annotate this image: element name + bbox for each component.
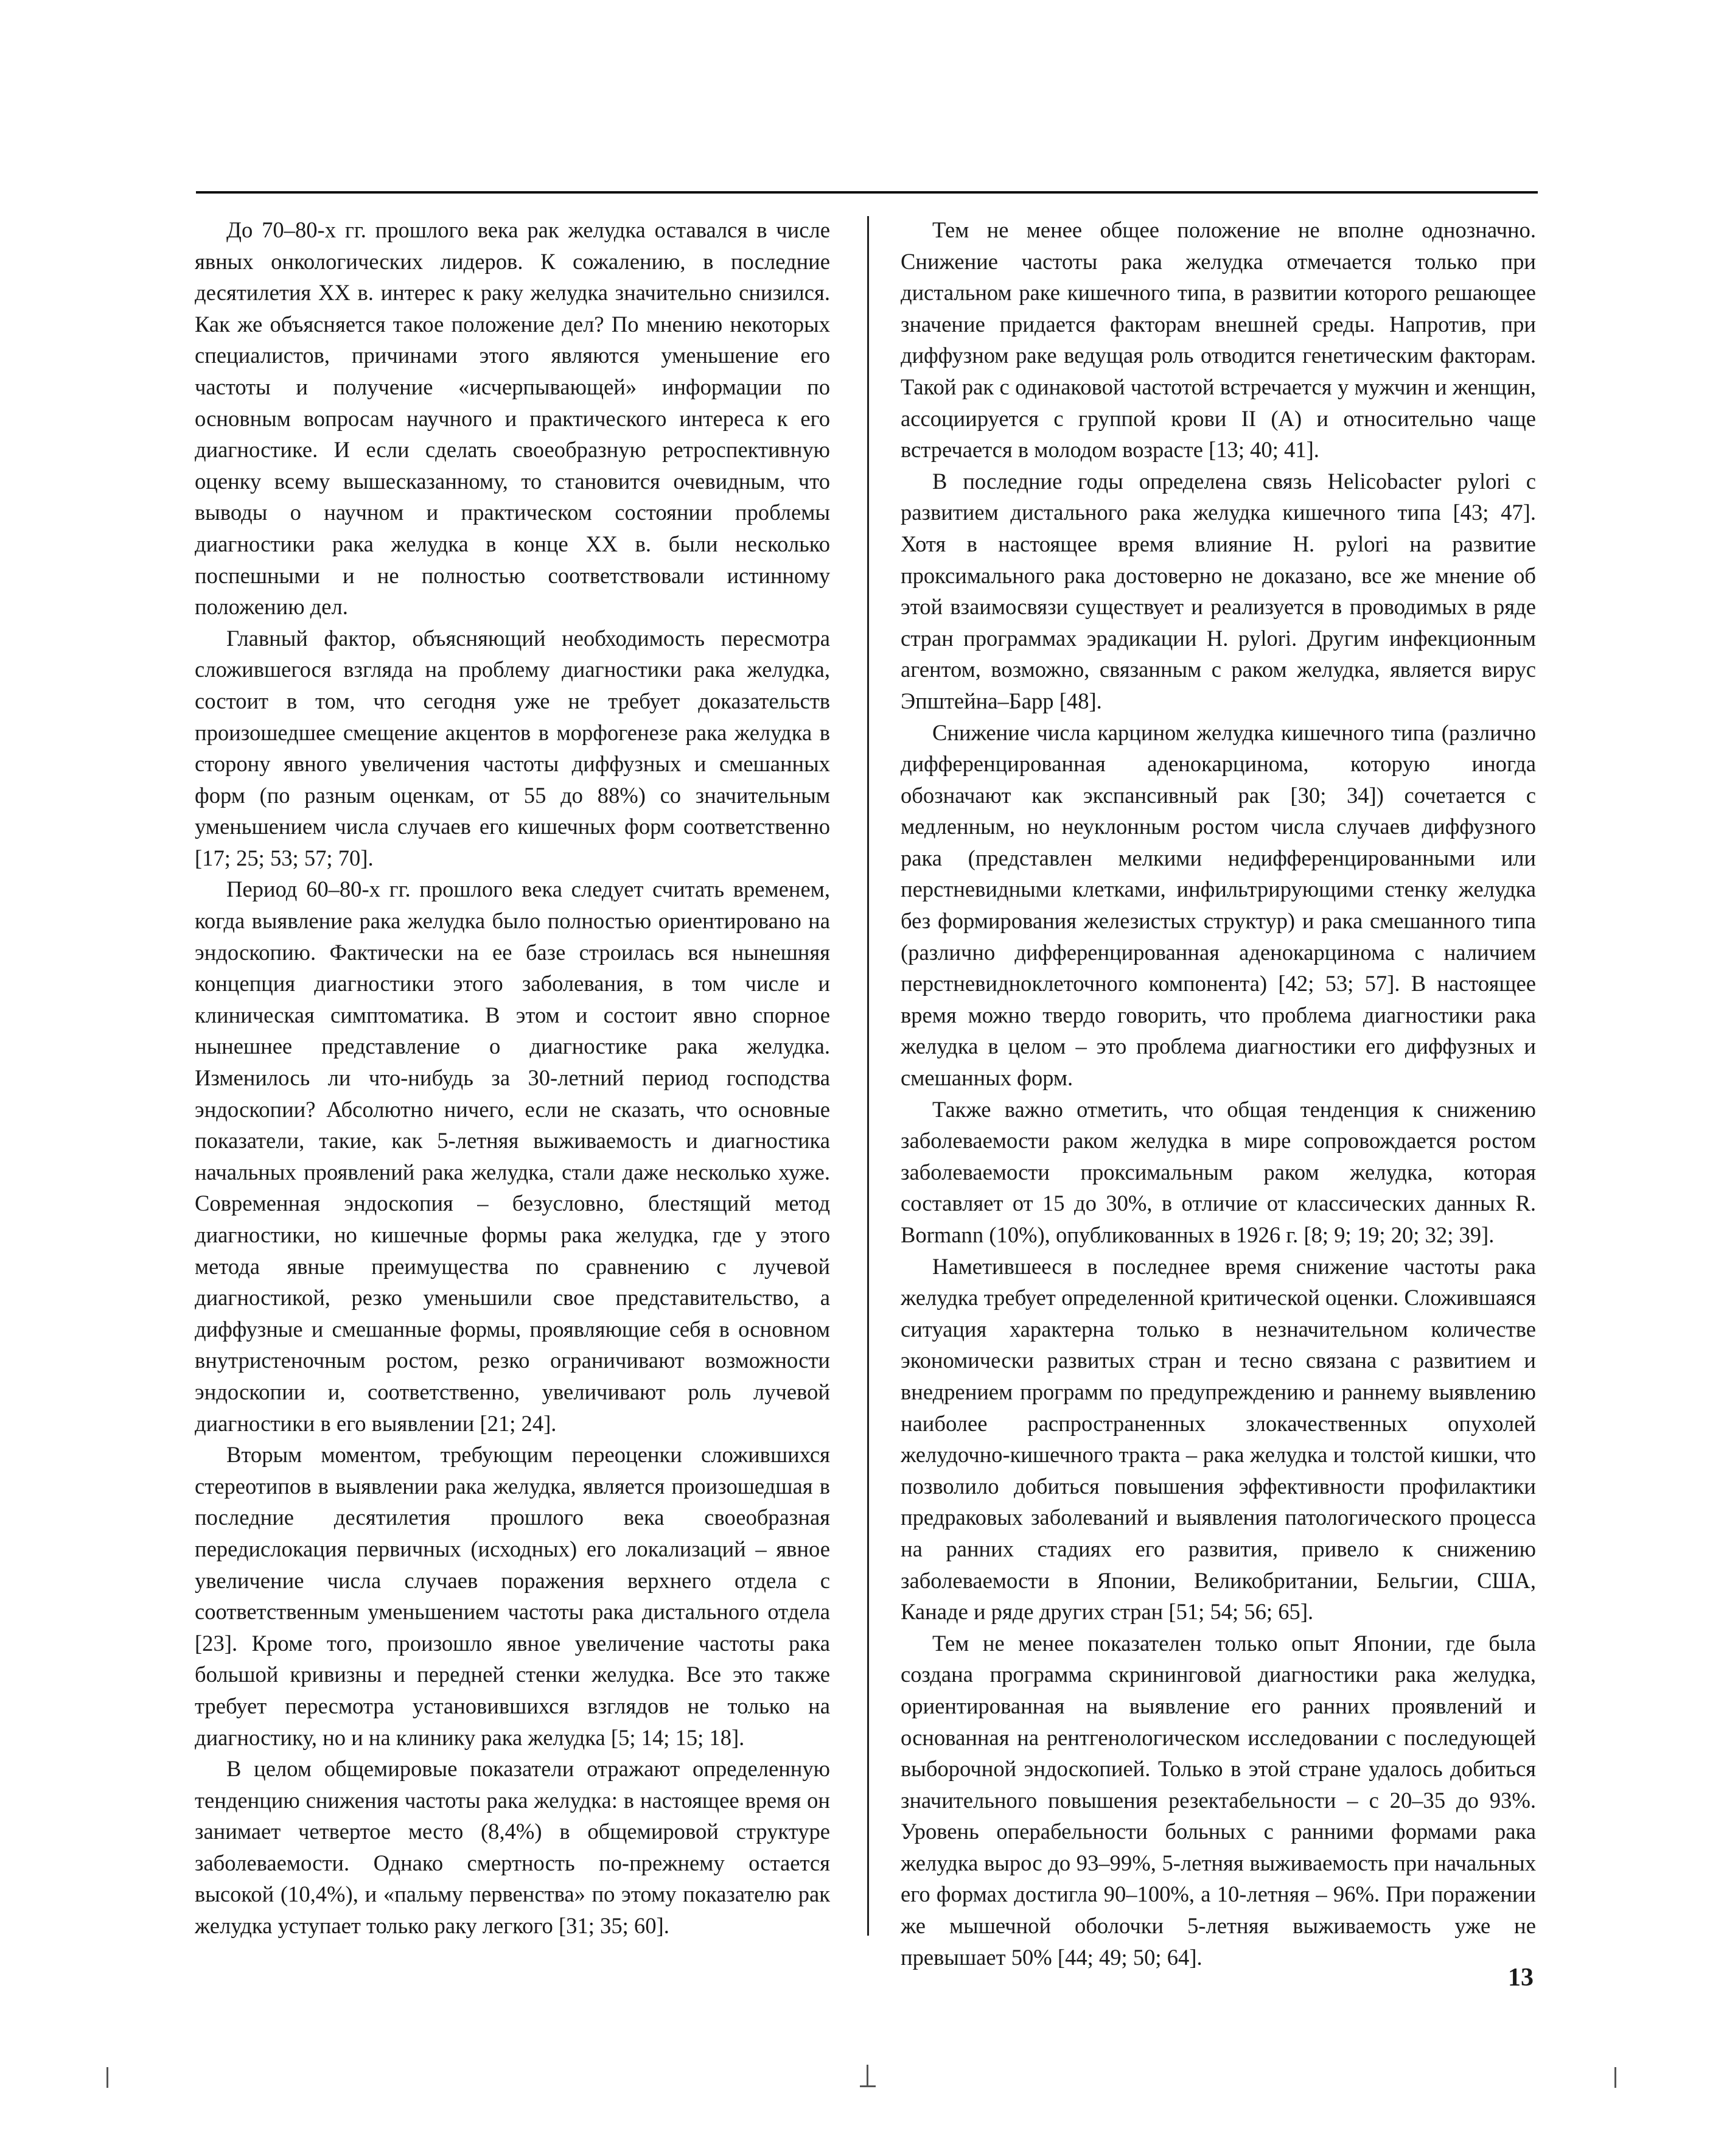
crop-mark-center [860,2065,876,2088]
paragraph: Тем не менее показателен только опыт Японии, где была создана программа скрининговой диагностики рака желудка, ориентированная на выявление его ранних проявлений и основанная на рентгенологическом исследовании с последующей выборочной эндоскопией. Только в этой стране удалось добиться значительного повышения резектабельности – с 20–35 до 93%. Уровень операбельности больных с ранними формами рака желудка вырос до 93–99%, 5-летняя выживаемость при начальных его формах достигла 90–100%, а 10-летняя – 96%. При поражении же мышечной оболочки 5-летняя выживаемость уже не превышает 50% [44; 49; 50; 64]. [901,1630,1536,1970]
paragraph: Снижение числа карцином желудка кишечного типа (различно дифференцированная аденокарцинома, которую иногда обозначают как экспансивный рак [30; 34]) сочетается с медленным, но неуклонным ростом числа случаев диффузного рака (представлен мелкими недифференцированными или перстневидными клетками, инфильтрирующими стенку желудка без формирования железистых структур) и рака смешанного типа (различно дифференцированная аденокарцинома с наличием перстневидноклеточного компонента) [42; 53; 57]. В настоящее время можно твердо говорить, что проблема диагностики рака желудка в целом – это проблема диагностики его диффузных и смешанных форм. [901,719,1536,1091]
paragraph: В последние годы определена связь Helicobacter pylori с развитием дистального рака желудка кишечного типа [43; 47]. Хотя в настоящее время влияние H. pylori на развитие проксимального рака достоверно не доказано, все же мнение об этой взаимосвязи существует и реализуется в проводимых в ряде стран программах эрадикации H. pylori. Другим инфекционным агентом, возможно, связанным с раком желудка, является вирус Эпштейна–Барр [48]. [901,468,1536,713]
paragraph: Также важно отметить, что общая тенденция к снижению заболеваемости раком желудка в мире сопровождается ростом заболеваемости проксимальным раком желудка, которая составляет от 15 до 30%, в отличие от классических данных R. Bormann (10%), опубликованных в 1926 г. [8; 9; 19; 20; 32; 39]. [901,1096,1536,1247]
crop-mark-right [1614,2067,1616,2088]
column-divider [867,216,869,1936]
paragraph: До 70–80-х гг. прошлого века рак желудка оставался в числе явных онкологических лидеров. К сожалению, в последние десятилетия XX в. интерес к раку желудка значительно снизился. Как же объясняется такое положение дел? По мнению некоторых специалистов, причинами этого являются уменьшение его частоты и получение «исчерпывающей» информации по основным вопросам научного и практического интереса к его диагностике. И если сделать своеобразную ретроспективную оценку всему вышесказанному, то становится очевидным, что выводы о научном и практическом состоянии проблемы диагностики рака желудка в конце XX в. были несколько поспешными и не полностью соответствовали истинному положению дел. [195,217,830,620]
paragraph: Период 60–80-х гг. прошлого века следует считать временем, когда выявление рака желудка было полностью ориентировано на эндоскопию. Фактически на ее базе строилась вся нынешняя концепция диагностики этого заболевания, в том числе и клиническая симптоматика. В этом и состоит явно спорное нынешнее представление о диагностике рака желудка. Изменилось ли что-нибудь за 30-летний период господства эндоскопии? Абсолютно ничего, если не сказать, что основные показатели, такие, как 5-летняя выживаемость и диагностика начальных проявлений рака желудка, стали даже несколько хуже. Современная эндоскопия – безусловно, блестящий метод диагностики, но кишечные формы рака желудка, где у этого метода явные преимущества по сравнению с лучевой диагностикой, резко уменьшили свое представительство, а диффузные и смешанные формы, проявляющие себя в основном внутристеночным ростом, резко ограничивают возможности эндоскопии и, соответственно, увеличивают роль лучевой диагностики в его выявлении [21; 24]. [195,877,830,1436]
page-number: 13 [1508,1964,1534,1992]
paragraph: В целом общемировые показатели отражают определенную тенденцию снижения частоты рака желудка: в настоящее время он занимает четвертое место (8,4%) в общемировой структуре заболеваемости. Однако смертность по-прежнему остается высокой (10,4%), и «пальму первенства» по этому показателю рак желудка уступает только раку легкого [31; 35; 60]. [195,1756,830,1939]
left-text-column [195,214,830,1942]
paragraph: Вторым моментом, требующим переоценки сложившихся стереотипов в выявлении рака желудка, является произошедшая в последние десятилетия прошлого века своеобразная передислокация первичных (исходных) его локализаций – явное увеличение числа случаев поражения верхнего отдела с соответственным уменьшением частоты рака дистального отдела [23]. Кроме того, произошло явное увеличение частоты рака большой кривизны и передней стенки желудка. Все это также требует пересмотра установившихся взглядов не только на диагностику, но и на клинику рака желудка [5; 14; 15; 18]. [195,1442,830,1750]
header-rule [196,191,1538,194]
paragraph: Тем не менее общее положение не вполне однозначно. Снижение частоты рака желудка отмечается только при дистальном раке кишечного типа, в развитии которого решающее значение придается факторам внешней среды. Напротив, при диффузном раке ведущая роль отводится генетическим факторам. Такой рак с одинаковой частотой встречается у мужчин и женщин, ассоциируется с группой крови II (A) и относительно чаще встречается в молодом возрасте [13; 40; 41]. [901,217,1536,463]
crop-mark-left [106,2067,108,2088]
paragraph: Главный фактор, объясняющий необходимость пересмотра сложившегося взгляда на проблему диагностики рака желудка, состоит в том, что сегодня уже не требует доказательств произошедшее смещение акцентов в морфогенезе рака желудка в сторону явного увеличения частоты диффузных и смешанных форм (по разным оценкам, от 55 до 88%) со значительным уменьшением числа случаев его кишечных форм соответственно [17; 25; 53; 57; 70]. [195,625,830,870]
paragraph: Наметившееся в последнее время снижение частоты рака желудка требует определенной критической оценки. Сложившаяся ситуация характерна только в незначительном количестве экономически развитых стран и тесно связана с развитием и внедрением программ по предупреждению и раннему выявлению наиболее распространенных злокачественных опухолей желудочно-кишечного тракта – рака желудка и толстой кишки, что позволило добиться повышения эффективности профилактики предраковых заболеваний и выявления патологического процесса на ранних стадиях его развития, привело к снижению заболеваемости в Японии, Великобритании, Бельгии, США, Канаде и ряде других стран [51; 54; 56; 65]. [901,1253,1536,1625]
right-text-column [901,214,1536,1973]
